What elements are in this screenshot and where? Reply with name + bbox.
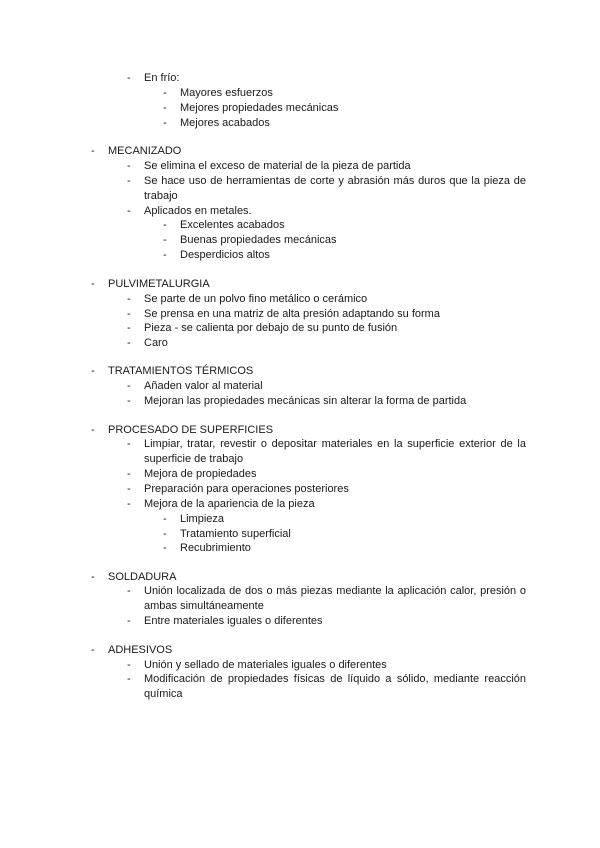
bullet-dash: - — [127, 380, 131, 392]
list-item-text: Aplicados en metales. — [144, 205, 252, 217]
list-item-text: Recubrimiento — [180, 542, 251, 554]
bullet-dash: - — [127, 659, 131, 671]
list-item-text: Limpieza — [180, 513, 225, 525]
list-item — [0, 71, 600, 85]
list-item-text: Caro — [144, 337, 168, 349]
section-heading — [0, 144, 600, 158]
bullet-dash: - — [91, 571, 95, 583]
bullet-dash: - — [163, 102, 167, 114]
list-item — [0, 379, 600, 393]
list-item — [0, 658, 600, 672]
bullet-dash: - — [163, 117, 167, 129]
bullet-dash: - — [163, 219, 167, 231]
list-item — [0, 233, 600, 247]
list-item — [0, 86, 600, 100]
section-title: TRATAMIENTOS TÉRMICOS — [108, 365, 254, 377]
list-item-text: En frío: — [144, 72, 180, 84]
list-item — [0, 321, 600, 335]
list-item — [0, 307, 600, 321]
list-item-text: Limpiar, tratar, revestir o depositar materiales en la superficie exterior de la superficie de trabajo — [144, 438, 526, 465]
list-item — [0, 541, 600, 555]
list-item-text: Entre materiales iguales o diferentes — [144, 615, 323, 627]
list-item-text: Añaden valor al material — [144, 380, 263, 392]
bullet-dash: - — [127, 615, 131, 627]
list-item-text: Se elimina el exceso de material de la pieza de partida — [144, 160, 411, 172]
list-item — [0, 116, 600, 130]
bullet-dash: - — [127, 468, 131, 480]
list-item-text: Se hace uso de herramientas de corte y abrasión más duros que la pieza de trabajo — [144, 175, 526, 202]
list-item — [0, 482, 600, 496]
section-heading — [0, 570, 600, 584]
list-item-text: Tratamiento superficial — [180, 528, 291, 540]
bullet-dash: - — [91, 278, 95, 290]
list-item-text: Mejores acabados — [180, 117, 270, 129]
list-item-text: Mejora de propiedades — [144, 468, 257, 480]
section-title: ADHESIVOS — [108, 644, 173, 656]
list-item — [0, 497, 600, 511]
list-item — [0, 614, 600, 628]
bullet-dash: - — [163, 513, 167, 525]
section-heading — [0, 277, 600, 291]
section-title: PULVIMETALURGIA — [108, 278, 210, 290]
bullet-dash: - — [127, 322, 131, 334]
list-item — [0, 467, 600, 481]
bullet-dash: - — [91, 424, 95, 436]
bullet-dash: - — [127, 160, 131, 172]
bullet-dash: - — [163, 528, 167, 540]
section-heading — [0, 364, 600, 378]
bullet-dash: - — [127, 175, 131, 187]
bullet-dash: - — [163, 542, 167, 554]
section-heading — [0, 643, 600, 657]
list-item — [127, 174, 526, 204]
bullet-dash: - — [127, 438, 131, 450]
bullet-dash: - — [91, 365, 95, 377]
list-item-text: Desperdicios altos — [180, 249, 270, 261]
list-item — [0, 336, 600, 350]
list-item — [0, 159, 600, 173]
list-item — [0, 512, 600, 526]
bullet-dash: - — [127, 72, 131, 84]
bullet-dash: - — [127, 498, 131, 510]
list-item-text: Mejoran las propiedades mecánicas sin alterar la forma de partida — [144, 395, 467, 407]
list-item — [0, 394, 600, 408]
list-item — [0, 101, 600, 115]
list-item-text: Unión localizada de dos o más piezas mediante la aplicación calor, presión o ambas simultáneamente — [144, 585, 526, 612]
list-item-text: Preparación para operaciones posteriores — [144, 483, 349, 495]
bullet-dash: - — [163, 87, 167, 99]
bullet-dash: - — [127, 205, 131, 217]
bullet-dash: - — [163, 234, 167, 246]
list-item — [0, 218, 600, 232]
bullet-dash: - — [91, 145, 95, 157]
bullet-dash: - — [127, 395, 131, 407]
list-item — [0, 527, 600, 541]
list-item-text: Mayores esfuerzos — [180, 87, 273, 99]
bullet-dash: - — [91, 644, 95, 656]
list-item-text: Se parte de un polvo fino metálico o cerámico — [144, 293, 368, 305]
section-title: PROCESADO DE SUPERFICIES — [108, 424, 274, 436]
list-item-text: Buenas propiedades mecánicas — [180, 234, 337, 246]
list-item — [0, 292, 600, 306]
list-item — [127, 437, 526, 467]
bullet-dash: - — [163, 249, 167, 261]
bullet-dash: - — [127, 673, 131, 685]
list-item-text: Unión y sellado de materiales iguales o diferentes — [144, 659, 387, 671]
list-item-text: Pieza - se calienta por debajo de su punto de fusión — [144, 322, 398, 334]
list-item-text: Se prensa en una matriz de alta presión adaptando su forma — [144, 308, 440, 320]
bullet-dash: - — [127, 337, 131, 349]
list-item — [127, 584, 526, 614]
bullet-dash: - — [127, 293, 131, 305]
bullet-dash: - — [127, 308, 131, 320]
bullet-dash: - — [127, 585, 131, 597]
list-item — [127, 672, 526, 702]
list-item-text: Modificación de propiedades físicas de líquido a sólido, mediante reacción química — [144, 673, 526, 700]
list-item — [0, 248, 600, 262]
list-item-text: Mejores propiedades mecánicas — [180, 102, 339, 114]
list-item-text: Mejora de la apariencia de la pieza — [144, 498, 315, 510]
section-title: SOLDADURA — [108, 571, 177, 583]
section-heading — [0, 423, 600, 437]
section-title: MECANIZADO — [108, 145, 182, 157]
list-item — [0, 204, 600, 218]
list-item-text: Excelentes acabados — [180, 219, 285, 231]
bullet-dash: - — [127, 483, 131, 495]
